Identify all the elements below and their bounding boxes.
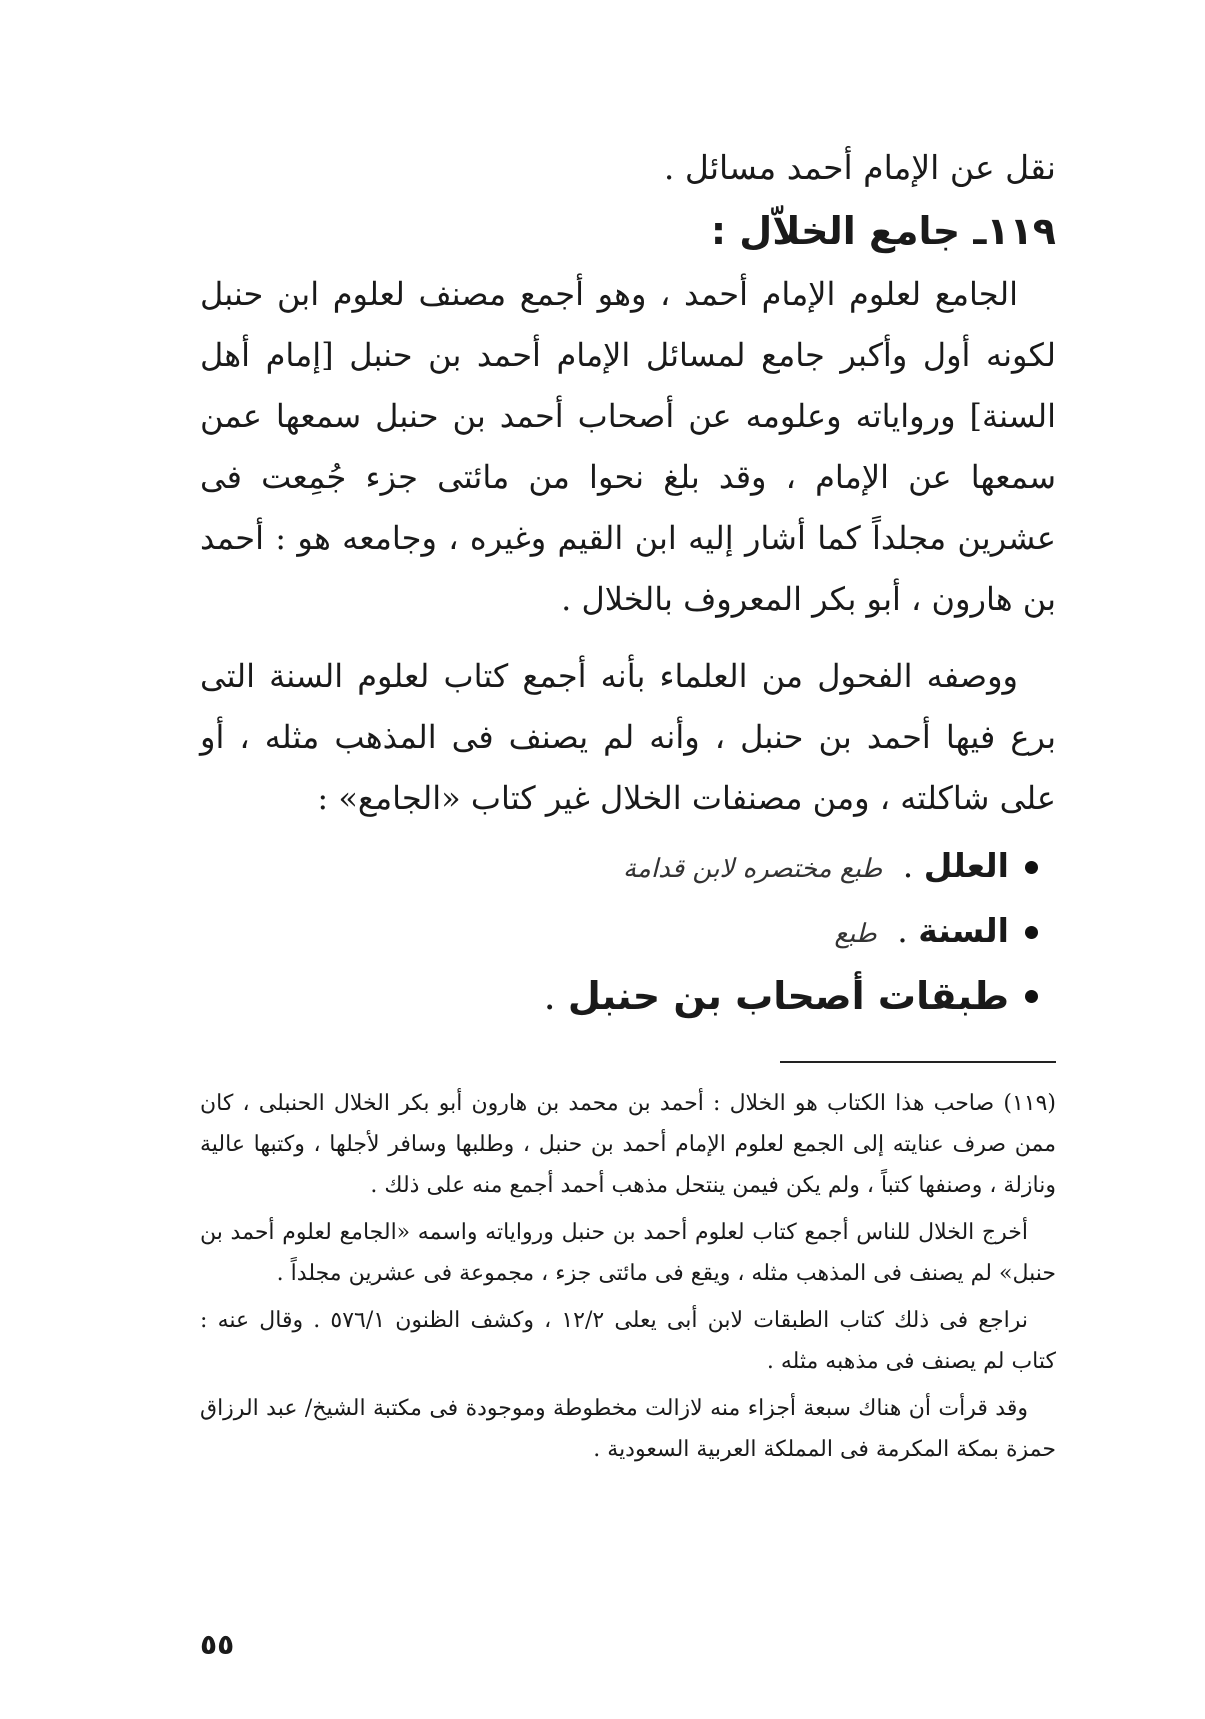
work-title: طبقات أصحاب بن حنبل xyxy=(567,974,1009,1018)
section-heading: ١١٩ـ جامع الخلاّل : xyxy=(710,209,1056,253)
page-number: ٥٥ xyxy=(200,1628,235,1661)
list-item xyxy=(200,965,1056,1027)
footnote-divider xyxy=(780,1061,1056,1063)
intro-line: نقل عن الإمام أحمد مسائل . xyxy=(663,148,1056,187)
footnote-3: نراجع فى ذلك كتاب الطبقات لابن أبى يعلى ١٢/٢ ، وكشف الظنون ٥٧٦/١ . وقال عنه : كتاب لم يصنف فى مذهبه مثله . xyxy=(200,1308,1056,1374)
works-list xyxy=(200,835,1056,1027)
footnote-4: وقد قرأت أن هناك سبعة أجزاء منه لازالت مخطوطة وموجودة فى مكتبة الشيخ/ عبد الرزاق حمزة بمكة المكرمة فى المملكة العربية السعودية . xyxy=(200,1396,1056,1462)
list-item xyxy=(200,835,1056,900)
bullet-icon xyxy=(1025,926,1038,939)
footnote-2: أخرج الخلال للناس أجمع كتاب لعلوم أحمد بن حنبل ورواياته واسمه «الجامع لعلوم أحمد بن حنبل» لم يصنف فى المذهب مثله ، ويقع فى مائتى جزء ، مجموعة فى عشرين مجلداً . xyxy=(200,1220,1056,1286)
handwritten-note: طبع xyxy=(834,919,877,949)
section-paragraph-1: الجامع لعلوم الإمام أحمد ، وهو أجمع مصنف لعلوم ابن حنبل لكونه أول وأكبر جامع لمسائل الإمام أحمد بن حنبل [إمام أهل السنة] ورواياته وعلومه عن أصحاب أحمد بن حنبل سمعها عمن سمعها عن الإمام ، وقد بلغ نحوا من مائتى جزء جُمِعت فى عشرين مجلداً كما أشار إليه ابن القيم وغيره ، وجامعه هو : أحمد بن هارون ، أبو بكر المعروف بالخلال . xyxy=(200,275,1056,618)
work-suffix: . xyxy=(897,911,919,950)
page-body xyxy=(200,138,1056,1470)
work-title: السنة xyxy=(918,911,1009,950)
work-suffix: . xyxy=(902,846,924,885)
list-item xyxy=(200,900,1056,965)
section-paragraph-2: ووصفه الفحول من العلماء بأنه أجمع كتاب لعلوم السنة التى برع فيها أحمد بن حنبل ، وأنه لم يصنف فى المذهب مثله ، أو على شاكلته ، ومن مصنفات الخلال غير كتاب «الجامع» : xyxy=(200,657,1056,817)
handwritten-note: طبع مختصره لابن قدامة xyxy=(622,854,883,884)
work-suffix: . xyxy=(543,974,568,1018)
footnote-1: (١١٩) صاحب هذا الكتاب هو الخلال : أحمد بن محمد بن هارون أبو بكر الخلال الحنبلى ، كان ممن صرف عنايته إلى الجمع لعلوم الإمام أحمد بن حنبل ، وطلبها وسافر لأجلها ، وكتبها عالية ونازلة ، وصنفها كتباً ، ولم يكن فيمن ينتحل مذهب أحمد أجمع منه على ذلك . xyxy=(200,1091,1056,1198)
bullet-icon xyxy=(1025,990,1038,1003)
work-title: العلل xyxy=(923,846,1009,885)
bullet-icon xyxy=(1025,861,1038,874)
